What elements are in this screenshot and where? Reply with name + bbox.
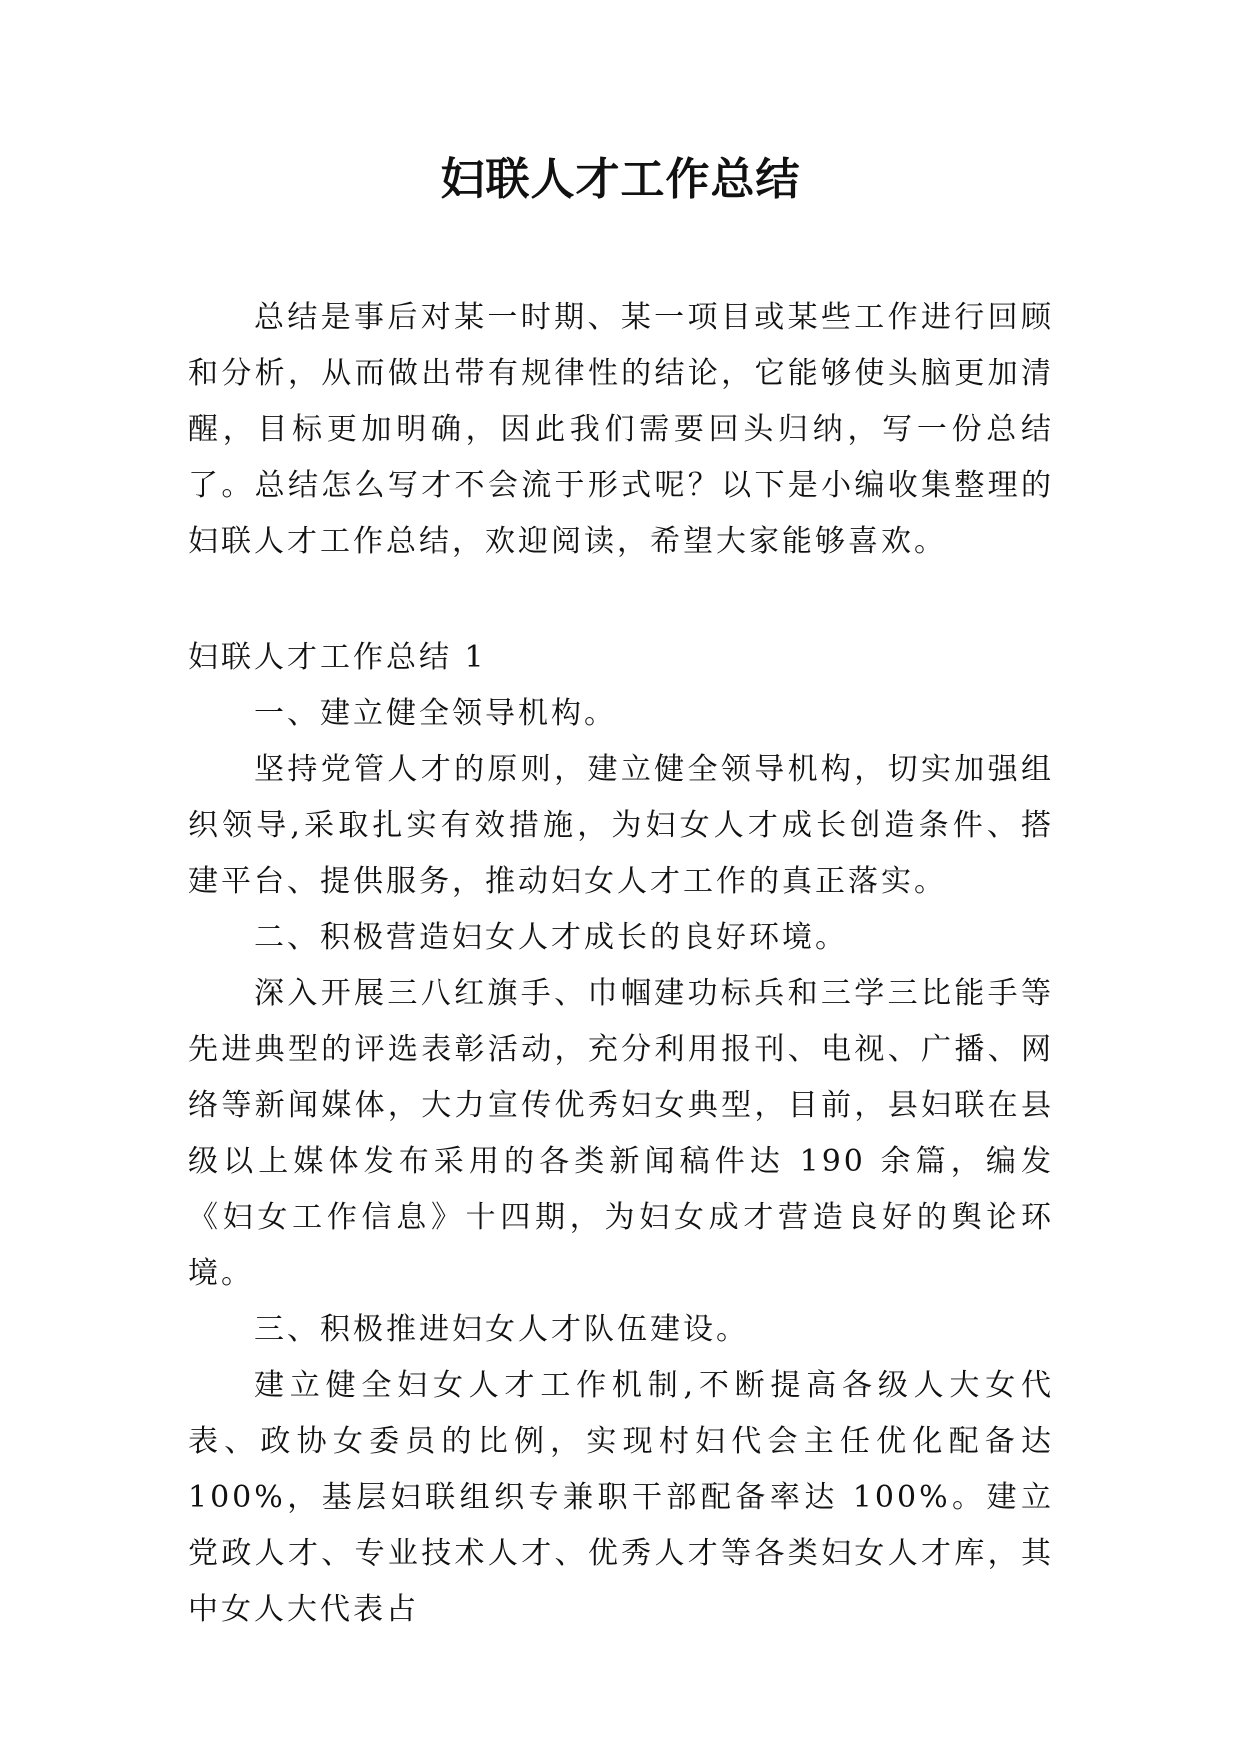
paragraph-2: 深入开展三八红旗手、巾帼建功标兵和三学三比能手等先进典型的评选表彰活动，充分利用报刊、电视、广播、网络等新闻媒体，大力宣传优秀妇女典型，目前，县妇联在县级以上媒体发布采用的各类新闻稿件达 190 余篇，编发《妇女工作信息》十四期，为妇女成才营造良好的舆论环境。	[188, 976, 1054, 1291]
paragraph-1: 坚持党管人才的原则，建立健全领导机构，切实加强组织领导,采取扎实有效措施，为妇女人才成长创造条件、搭建平台、提供服务，推动妇女人才工作的真正落实。	[188, 752, 1054, 899]
subheading-2: 二、积极营造妇女人才成长的良好环境。	[254, 920, 848, 955]
paragraph-3: 建立健全妇女人才工作机制,不断提高各级人大女代表、政协女委员的比例，实现村妇代会主任优化配备达 100%，基层妇联组织专兼职干部配备率达 100%。建立党政人才、专业技术人才、优秀人才等各类妇女人才库，其中女人大代表占	[188, 1368, 1054, 1627]
document-title: 妇联人才工作总结	[440, 154, 801, 205]
subheading-3: 三、积极推进妇女人才队伍建设。	[254, 1312, 749, 1347]
document-body	[188, 290, 1054, 1638]
intro-paragraph: 总结是事后对某一时期、某一项目或某些工作进行回顾和分析，从而做出带有规律性的结论，它能够使头脑更加清醒，目标更加明确，因此我们需要回头归纳，写一份总结了。总结怎么写才不会流于形式呢？以下是小编收集整理的妇联人才工作总结，欢迎阅读，希望大家能够喜欢。	[188, 300, 1054, 559]
subheading-1: 一、建立健全领导机构。	[254, 696, 617, 731]
section-heading-1: 妇联人才工作总结 1	[188, 640, 487, 675]
